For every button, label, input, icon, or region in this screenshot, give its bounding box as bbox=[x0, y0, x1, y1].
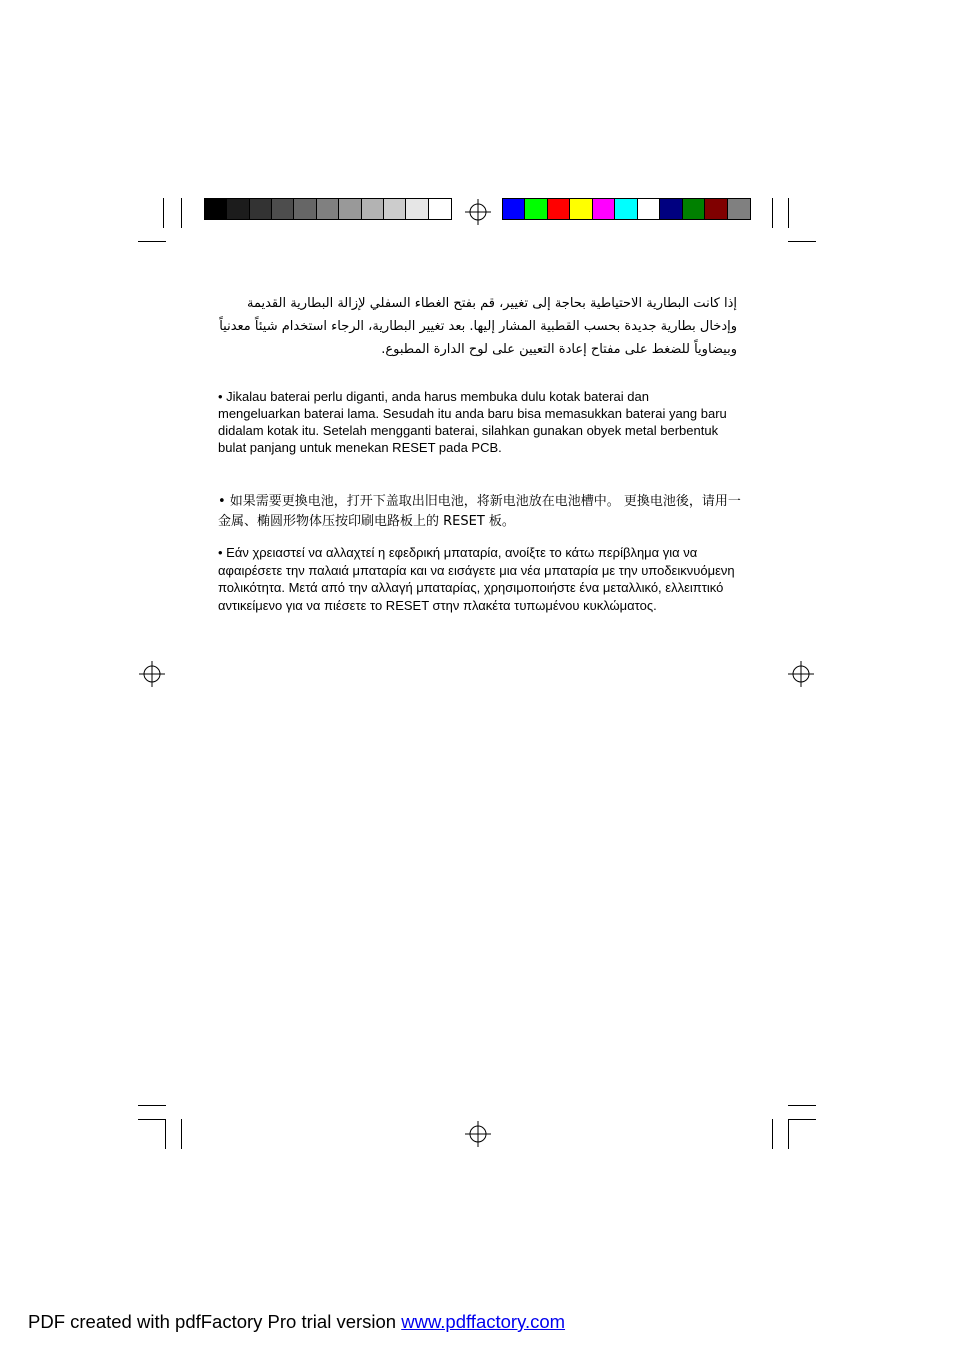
color-swatch bbox=[548, 199, 570, 219]
crop-mark bbox=[788, 198, 789, 228]
registration-mark-icon bbox=[465, 199, 491, 225]
color-swatch bbox=[294, 199, 316, 219]
color-swatch bbox=[570, 199, 592, 219]
pdf-footer bbox=[28, 1311, 565, 1333]
crop-mark bbox=[138, 1119, 166, 1120]
color-swatch bbox=[317, 199, 339, 219]
grayscale-calibration-bar bbox=[204, 198, 452, 220]
malay-battery-instructions: • Jikalau baterai perlu diganti, anda harus membuka dulu kotak baterai dan mengeluarkan baterai lama. Sesudah itu anda baru bisa memasukkan baterai yang baru didalam kotak itu. Setelah mengganti baterai, silahkan gunakan obyek metal berbentuk bulat panjang untuk menekan RESET pada PCB. bbox=[218, 389, 727, 455]
color-swatch bbox=[525, 199, 547, 219]
crop-mark bbox=[788, 241, 816, 242]
color-swatch bbox=[705, 199, 727, 219]
color-swatch bbox=[660, 199, 682, 219]
color-swatch bbox=[339, 199, 361, 219]
crop-mark bbox=[788, 1119, 789, 1149]
color-swatch bbox=[227, 199, 249, 219]
crop-mark bbox=[788, 1105, 816, 1106]
color-swatch bbox=[615, 199, 637, 219]
arabic-battery-instructions: إذا كانت البطارية الاحتياطية بحاجة إلى تغيير، قم بفتح الغطاء السفلي لإزالة البطارية القديمة وإدخال بطارية جديدة بحسب القطبية المشار إليها. بعد تغيير البطارية، الرجاء استخدام شيئاً معدنياً وبيضاوياً للضغط على مفتاح إعادة التعيين على لوح الدارة المطبوع. bbox=[219, 296, 737, 357]
color-swatch bbox=[429, 199, 451, 219]
color-swatch bbox=[205, 199, 227, 219]
color-calibration-bar bbox=[502, 198, 751, 220]
color-swatch bbox=[728, 199, 750, 219]
footer-text: PDF created with pdfFactory Pro trial version bbox=[28, 1311, 402, 1332]
crop-mark bbox=[181, 198, 182, 228]
greek-battery-instructions: • Εάν χρειαστεί να αλλαχτεί η εφεδρική μπαταρία, ανοίξτε το κάτω περίβλημα για να αφαιρέσετε την παλαιά μπαταρία και να εισάγετε μια νέα μπαταρία με την υποδεικνυόμενη πολικότητα. Μετά από την αλλαγή μπαταρίας, χρησιμοποιήστε ένα μεταλλικό, ελλειπτικό αντικείμενο για να πιέσετε το RESET στην πλακέτα τυπωμένου κυκλώματος. bbox=[218, 545, 735, 613]
color-swatch bbox=[362, 199, 384, 219]
crop-mark bbox=[788, 1119, 816, 1120]
chinese-battery-instructions: • 如果需要更換电池，打开下盖取出旧电池，将新电池放在电池槽中。 更換电池後，请用一金属、椭圆形物体压按印刷电路板上的 RESET 板。 bbox=[218, 494, 741, 529]
crop-mark bbox=[138, 241, 166, 242]
color-swatch bbox=[683, 199, 705, 219]
color-swatch bbox=[593, 199, 615, 219]
color-swatch bbox=[503, 199, 525, 219]
crop-mark bbox=[772, 198, 773, 228]
crop-mark bbox=[181, 1119, 182, 1149]
crop-mark bbox=[163, 198, 164, 228]
pdffactory-link[interactable]: www.pdffactory.com bbox=[401, 1311, 566, 1332]
color-swatch bbox=[272, 199, 294, 219]
color-swatch bbox=[406, 199, 428, 219]
registration-mark-icon bbox=[788, 661, 814, 687]
crop-mark bbox=[772, 1119, 773, 1149]
color-swatch bbox=[250, 199, 272, 219]
crop-mark bbox=[165, 1119, 166, 1149]
registration-mark-icon bbox=[139, 661, 165, 687]
crop-mark bbox=[138, 1105, 166, 1106]
registration-mark-icon bbox=[465, 1121, 491, 1147]
color-swatch bbox=[638, 199, 660, 219]
color-swatch bbox=[384, 199, 406, 219]
